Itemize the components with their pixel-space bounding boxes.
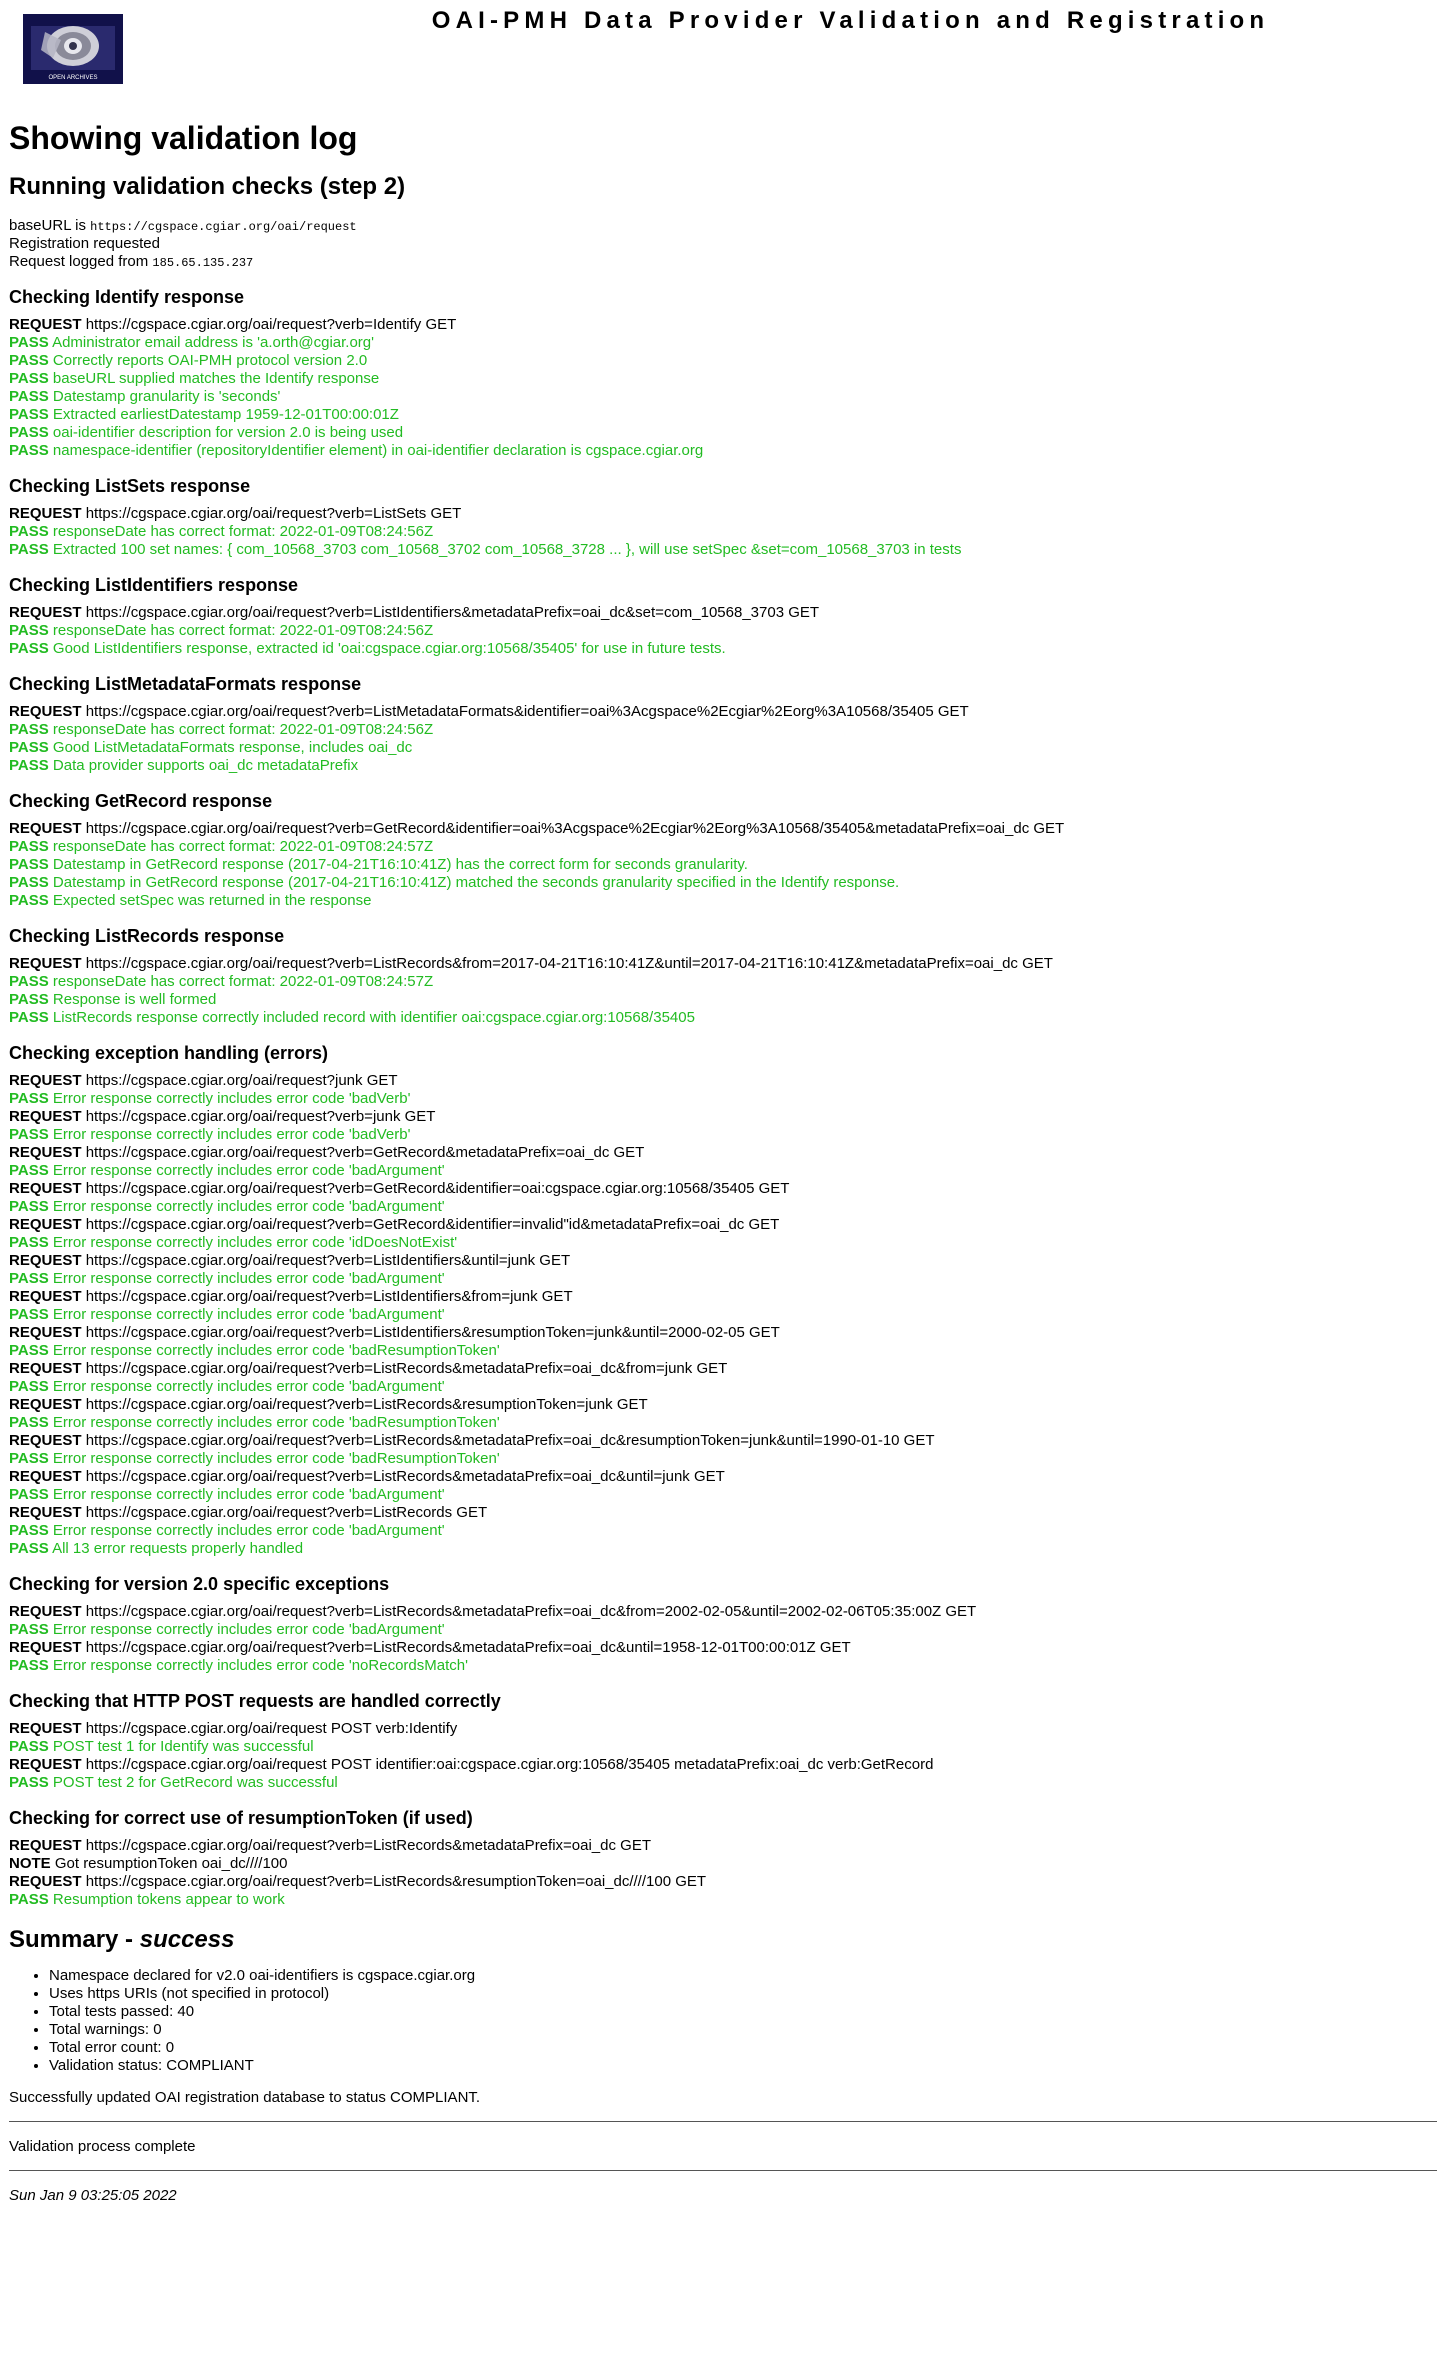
pass-text: Error response correctly includes error code 'badResumptionToken' xyxy=(52,1342,500,1359)
request-line xyxy=(9,1468,1437,1486)
request-label: REQUEST xyxy=(9,505,82,522)
request-label: REQUEST xyxy=(9,1252,82,1269)
section-title: Checking ListIdentifiers response xyxy=(9,575,299,595)
request-info xyxy=(9,217,1437,271)
request-label: REQUEST xyxy=(9,1756,82,1773)
pass-label: PASS xyxy=(9,838,49,855)
request-label: REQUEST xyxy=(9,703,82,720)
pass-text: Error response correctly includes error code 'badArgument' xyxy=(52,1621,445,1638)
pass-text: Data provider supports oai_dc metadataPrefix xyxy=(52,757,359,774)
summary-title: Summary - success xyxy=(9,1926,235,1953)
pass-label: PASS xyxy=(9,1270,49,1287)
pass-label: PASS xyxy=(9,1414,49,1431)
pass-line xyxy=(9,739,1437,757)
pass-text: oai-identifier description for version 2.0 is being used xyxy=(52,424,404,441)
request-label: REQUEST xyxy=(9,820,82,837)
request-line xyxy=(9,1432,1437,1450)
pass-label: PASS xyxy=(9,874,49,891)
pass-line xyxy=(9,352,1437,370)
pass-text: Error response correctly includes error code 'badArgument' xyxy=(52,1378,445,1395)
pass-text: Error response correctly includes error code 'badResumptionToken' xyxy=(52,1450,500,1467)
pass-text: responseDate has correct format: 2022-01-09T08:24:56Z xyxy=(52,622,434,639)
pass-label: PASS xyxy=(9,1126,49,1143)
pass-label: PASS xyxy=(9,856,49,873)
summary-list xyxy=(9,1967,1437,2075)
pass-line xyxy=(9,973,1437,991)
pass-label: PASS xyxy=(9,334,49,351)
request-line xyxy=(9,1288,1437,1306)
divider xyxy=(9,2121,1437,2122)
pass-text: ListRecords response correctly included record with identifier oai:cgspace.cgiar.org:10568/35405 xyxy=(52,1009,695,1026)
request-line xyxy=(9,703,1437,721)
request-line xyxy=(9,604,1437,622)
pass-label: PASS xyxy=(9,1450,49,1467)
pass-line xyxy=(9,1414,1437,1432)
request-label: REQUEST xyxy=(9,1072,82,1089)
pass-line xyxy=(9,1090,1437,1108)
request-text: https://cgspace.cgiar.org/oai/request?verb=GetRecord&metadataPrefix=oai_dc GET xyxy=(85,1144,645,1161)
pass-line xyxy=(9,1378,1437,1396)
pass-line xyxy=(9,757,1437,775)
pass-label: PASS xyxy=(9,352,49,369)
pass-text: Datestamp granularity is 'seconds' xyxy=(52,388,281,405)
pass-text: Administrator email address is 'a.orth@cgiar.org' xyxy=(52,334,374,351)
pass-label: PASS xyxy=(9,1891,49,1908)
section-title: Checking exception handling (errors) xyxy=(9,1043,329,1063)
pass-line xyxy=(9,1126,1437,1144)
pass-text: Good ListMetadataFormats response, includes oai_dc xyxy=(52,739,413,756)
pass-line xyxy=(9,442,1437,460)
pass-label: PASS xyxy=(9,1738,49,1755)
pass-label: PASS xyxy=(9,1486,49,1503)
logged-ip: 185.65.135.237 xyxy=(152,256,254,270)
request-line xyxy=(9,1216,1437,1234)
pass-label: PASS xyxy=(9,640,49,657)
pass-line xyxy=(9,388,1437,406)
request-line xyxy=(9,1252,1437,1270)
pass-line xyxy=(9,892,1437,910)
note-label: NOTE xyxy=(9,1855,51,1872)
header xyxy=(9,0,1437,96)
request-line xyxy=(9,1720,1437,1738)
request-label: REQUEST xyxy=(9,316,82,333)
request-text: https://cgspace.cgiar.org/oai/request?verb=ListRecords&metadataPrefix=oai_dc&from=2002-02-05&until=2002-02-06T05:35:00Z GET xyxy=(85,1603,977,1620)
request-label: REQUEST xyxy=(9,1288,82,1305)
baseurl-value: https://cgspace.cgiar.org/oai/request xyxy=(90,220,357,234)
note-line xyxy=(9,1855,1437,1873)
section-title: Checking ListRecords response xyxy=(9,926,285,946)
pass-label: PASS xyxy=(9,721,49,738)
pass-line xyxy=(9,1342,1437,1360)
pass-label: PASS xyxy=(9,991,49,1008)
pass-text: Expected setSpec was returned in the response xyxy=(52,892,372,909)
pass-label: PASS xyxy=(9,739,49,756)
request-text: https://cgspace.cgiar.org/oai/request POST identifier:oai:cgspace.cgiar.org:10568/35405 metadataPrefix:oai_dc verb:GetRecord xyxy=(85,1756,934,1773)
pass-text: Correctly reports OAI-PMH protocol version 2.0 xyxy=(52,352,368,369)
validation-log xyxy=(9,286,1437,1909)
request-text: https://cgspace.cgiar.org/oai/request?verb=ListIdentifiers&resumptionToken=junk&until=2000-02-05 GET xyxy=(85,1324,780,1341)
request-label: REQUEST xyxy=(9,955,82,972)
request-line xyxy=(9,1324,1437,1342)
request-label: REQUEST xyxy=(9,1180,82,1197)
request-text: https://cgspace.cgiar.org/oai/request?verb=ListRecords&metadataPrefix=oai_dc&until=1958-12-01T00:00:01Z GET xyxy=(85,1639,851,1656)
request-line xyxy=(9,1072,1437,1090)
request-text: https://cgspace.cgiar.org/oai/request?verb=ListRecords&from=2017-04-21T16:10:41Z&until=2017-04-21T16:10:41Z&metadataPrefix=oai_dc GET xyxy=(85,955,1053,972)
db-status: Successfully updated OAI registration database to status COMPLIANT. xyxy=(9,2089,481,2106)
pass-line xyxy=(9,1234,1437,1252)
logged-line: Request logged from 185.65.135.237 xyxy=(9,253,254,270)
pass-label: PASS xyxy=(9,1198,49,1215)
pass-line xyxy=(9,622,1437,640)
request-text: https://cgspace.cgiar.org/oai/request?verb=ListMetadataFormats&identifier=oai%3Acgspace%2Ecgiar%2Eorg%3A10568/35405 GET xyxy=(85,703,969,720)
pass-text: Error response correctly includes error code 'badArgument' xyxy=(52,1522,445,1539)
request-label: REQUEST xyxy=(9,1468,82,1485)
request-label: REQUEST xyxy=(9,1216,82,1233)
request-line xyxy=(9,1108,1437,1126)
pass-line xyxy=(9,1891,1437,1909)
pass-line xyxy=(9,1486,1437,1504)
pass-text: Extracted 100 set names: { com_10568_3703 com_10568_3702 com_10568_3728 ... }, will use setSpec &set=com_10568_3703 in tests xyxy=(52,541,962,558)
request-label: REQUEST xyxy=(9,1324,82,1341)
pass-line xyxy=(9,856,1437,874)
pass-line xyxy=(9,541,1437,559)
pass-label: PASS xyxy=(9,1657,49,1674)
request-label: REQUEST xyxy=(9,1144,82,1161)
pass-label: PASS xyxy=(9,757,49,774)
pass-line xyxy=(9,334,1437,352)
page-title: Showing validation log xyxy=(9,120,358,156)
pass-text: Good ListIdentifiers response, extracted id 'oai:cgspace.cgiar.org:10568/35405' for use in future tests. xyxy=(52,640,726,657)
pass-text: namespace-identifier (repositoryIdentifier element) in oai-identifier declaration is cgspace.cgiar.org xyxy=(52,442,704,459)
pass-line xyxy=(9,1738,1437,1756)
request-label: REQUEST xyxy=(9,1396,82,1413)
request-text: https://cgspace.cgiar.org/oai/request?verb=ListRecords&resumptionToken=junk GET xyxy=(85,1396,648,1413)
registration-line: Registration requested xyxy=(9,235,160,252)
pass-line xyxy=(9,1774,1437,1792)
pass-text: responseDate has correct format: 2022-01-09T08:24:56Z xyxy=(52,721,434,738)
baseurl-line: baseURL is https://cgspace.cgiar.org/oai/request xyxy=(9,217,357,234)
request-label: REQUEST xyxy=(9,1108,82,1125)
pass-text: Extracted earliestDatestamp 1959-12-01T00:00:01Z xyxy=(52,406,399,423)
request-label: REQUEST xyxy=(9,1873,82,1890)
pass-label: PASS xyxy=(9,1009,49,1026)
pass-label: PASS xyxy=(9,1342,49,1359)
pass-text: Error response correctly includes error code 'badArgument' xyxy=(52,1198,445,1215)
pass-line xyxy=(9,991,1437,1009)
summary-status: success xyxy=(139,1926,235,1953)
pass-line xyxy=(9,1522,1437,1540)
request-text: https://cgspace.cgiar.org/oai/request?verb=ListIdentifiers&until=junk GET xyxy=(85,1252,571,1269)
request-label: REQUEST xyxy=(9,1504,82,1521)
pass-line xyxy=(9,1009,1437,1027)
pass-text: Error response correctly includes error code 'badArgument' xyxy=(52,1162,445,1179)
pass-label: PASS xyxy=(9,1090,49,1107)
pass-line xyxy=(9,640,1437,658)
request-line xyxy=(9,1360,1437,1378)
pass-line xyxy=(9,1657,1437,1675)
pass-line xyxy=(9,838,1437,856)
request-line xyxy=(9,820,1437,838)
pass-line xyxy=(9,523,1437,541)
section-title: Checking for correct use of resumptionToken (if used) xyxy=(9,1808,473,1828)
request-line xyxy=(9,316,1437,334)
pass-label: PASS xyxy=(9,406,49,423)
pass-label: PASS xyxy=(9,1378,49,1395)
pass-text: Error response correctly includes error code 'badVerb' xyxy=(52,1090,411,1107)
step-title: Running validation checks (step 2) xyxy=(9,173,406,200)
pass-label: PASS xyxy=(9,424,49,441)
pass-text: responseDate has correct format: 2022-01-09T08:24:56Z xyxy=(52,523,434,540)
pass-text: Error response correctly includes error code 'badArgument' xyxy=(52,1306,445,1323)
pass-label: PASS xyxy=(9,1774,49,1791)
request-text: https://cgspace.cgiar.org/oai/request?verb=ListSets GET xyxy=(85,505,462,522)
pass-label: PASS xyxy=(9,1522,49,1539)
pass-text: Error response correctly includes error code 'badArgument' xyxy=(52,1486,445,1503)
summary-item: • Validation status: COMPLIANT xyxy=(49,2057,1437,2075)
request-line xyxy=(9,1504,1437,1522)
pass-label: PASS xyxy=(9,1540,49,1557)
section-title: Checking Identify response xyxy=(9,287,245,307)
section-title: Checking for version 2.0 specific exceptions xyxy=(9,1574,390,1594)
section-title: Checking ListMetadataFormats response xyxy=(9,674,362,694)
request-line xyxy=(9,955,1437,973)
request-line xyxy=(9,1756,1437,1774)
pass-label: PASS xyxy=(9,622,49,639)
request-text: https://cgspace.cgiar.org/oai/request?verb=ListRecords&metadataPrefix=oai_dc&from=junk GET xyxy=(85,1360,728,1377)
svg-text:OPEN ARCHIVES: OPEN ARCHIVES xyxy=(48,75,98,81)
pass-text: POST test 2 for GetRecord was successful xyxy=(52,1774,338,1791)
summary-item: • Total warnings: 0 xyxy=(49,2021,1437,2039)
request-text: https://cgspace.cgiar.org/oai/request?verb=ListIdentifiers&from=junk GET xyxy=(85,1288,573,1305)
request-line xyxy=(9,1180,1437,1198)
pass-line xyxy=(9,1540,1437,1558)
request-text: https://cgspace.cgiar.org/oai/request?verb=junk GET xyxy=(85,1108,436,1125)
request-line xyxy=(9,505,1437,523)
request-text: https://cgspace.cgiar.org/oai/request POST verb:Identify xyxy=(85,1720,458,1737)
request-text: https://cgspace.cgiar.org/oai/request?verb=ListRecords&metadataPrefix=oai_dc&until=junk GET xyxy=(85,1468,725,1485)
request-label: REQUEST xyxy=(9,604,82,621)
pass-label: PASS xyxy=(9,892,49,909)
request-line xyxy=(9,1396,1437,1414)
pass-label: PASS xyxy=(9,973,49,990)
request-text: https://cgspace.cgiar.org/oai/request?verb=ListRecords&resumptionToken=oai_dc////100 GET xyxy=(85,1873,707,1890)
request-text: https://cgspace.cgiar.org/oai/request?verb=GetRecord&identifier=oai:cgspace.cgiar.org:10568/35405 GET xyxy=(85,1180,790,1197)
request-line xyxy=(9,1639,1437,1657)
pass-text: Resumption tokens appear to work xyxy=(52,1891,285,1908)
pass-text: Error response correctly includes error code 'noRecordsMatch' xyxy=(52,1657,468,1674)
summary-item: • Uses https URIs (not specified in protocol) xyxy=(49,1985,1437,2003)
section-title: Checking GetRecord response xyxy=(9,791,273,811)
site-title: OAI-PMH Data Provider Validation and Registration xyxy=(431,7,1270,34)
request-text: https://cgspace.cgiar.org/oai/request?verb=ListRecords&metadataPrefix=oai_dc&resumptionToken=junk&until=1990-01-10 GET xyxy=(85,1432,935,1449)
pass-text: Datestamp in GetRecord response (2017-04-21T16:10:41Z) has the correct form for seconds granularity. xyxy=(52,856,748,873)
process-complete: Validation process complete xyxy=(9,2138,196,2155)
pass-text: responseDate has correct format: 2022-01-09T08:24:57Z xyxy=(52,973,434,990)
request-text: https://cgspace.cgiar.org/oai/request?verb=Identify GET xyxy=(85,316,457,333)
pass-text: baseURL supplied matches the Identify response xyxy=(52,370,380,387)
pass-line xyxy=(9,1450,1437,1468)
pass-label: PASS xyxy=(9,541,49,558)
pass-text: All 13 error requests properly handled xyxy=(52,1540,304,1557)
summary-item: • Total tests passed: 40 xyxy=(49,2003,1437,2021)
pass-line xyxy=(9,1270,1437,1288)
request-text: https://cgspace.cgiar.org/oai/request?verb=ListIdentifiers&metadataPrefix=oai_dc&set=com_10568_3703 GET xyxy=(85,604,820,621)
pass-text: responseDate has correct format: 2022-01-09T08:24:57Z xyxy=(52,838,434,855)
pass-text: Error response correctly includes error code 'badVerb' xyxy=(52,1126,411,1143)
pass-line xyxy=(9,406,1437,424)
pass-text: Error response correctly includes error code 'idDoesNotExist' xyxy=(52,1234,458,1251)
pass-line xyxy=(9,1621,1437,1639)
pass-text: Response is well formed xyxy=(52,991,217,1008)
pass-line xyxy=(9,1198,1437,1216)
divider xyxy=(9,2170,1437,2171)
request-line xyxy=(9,1837,1437,1855)
request-line xyxy=(9,1144,1437,1162)
pass-label: PASS xyxy=(9,1234,49,1251)
request-text: https://cgspace.cgiar.org/oai/request?verb=GetRecord&identifier=oai%3Acgspace%2Ecgiar%2Eorg%3A10568/35405&metadataPrefix=oai_dc GET xyxy=(85,820,1065,837)
section-title: Checking ListSets response xyxy=(9,476,251,496)
request-label: REQUEST xyxy=(9,1432,82,1449)
request-text: https://cgspace.cgiar.org/oai/request?verb=GetRecord&identifier=invalid"id&metadataPrefix=oai_dc GET xyxy=(85,1216,780,1233)
pass-label: PASS xyxy=(9,1162,49,1179)
summary-item: • Namespace declared for v2.0 oai-identifiers is cgspace.cgiar.org xyxy=(49,1967,1437,1985)
request-line xyxy=(9,1603,1437,1621)
request-line xyxy=(9,1873,1437,1891)
pass-label: PASS xyxy=(9,1306,49,1323)
pass-line xyxy=(9,721,1437,739)
request-label: REQUEST xyxy=(9,1837,82,1854)
pass-label: PASS xyxy=(9,388,49,405)
pass-label: PASS xyxy=(9,370,49,387)
section-title: Checking that HTTP POST requests are handled correctly xyxy=(9,1691,501,1711)
request-label: REQUEST xyxy=(9,1360,82,1377)
request-label: REQUEST xyxy=(9,1720,82,1737)
pass-label: PASS xyxy=(9,523,49,540)
pass-line xyxy=(9,370,1437,388)
pass-text: Datestamp in GetRecord response (2017-04-21T16:10:41Z) matched the seconds granularity specified in the Identify response. xyxy=(52,874,900,891)
pass-label: PASS xyxy=(9,442,49,459)
request-label: REQUEST xyxy=(9,1603,82,1620)
pass-label: PASS xyxy=(9,1621,49,1638)
pass-line xyxy=(9,874,1437,892)
request-text: https://cgspace.cgiar.org/oai/request?verb=ListRecords&metadataPrefix=oai_dc GET xyxy=(85,1837,651,1854)
timestamp: Sun Jan 9 03:25:05 2022 xyxy=(9,2187,177,2204)
pass-text: Error response correctly includes error code 'badResumptionToken' xyxy=(52,1414,500,1431)
request-text: https://cgspace.cgiar.org/oai/request?verb=ListRecords GET xyxy=(85,1504,488,1521)
summary-item: • Total error count: 0 xyxy=(49,2039,1437,2057)
request-text: https://cgspace.cgiar.org/oai/request?junk GET xyxy=(85,1072,398,1089)
pass-line xyxy=(9,424,1437,442)
note-text: Got resumptionToken oai_dc////100 xyxy=(54,1855,288,1872)
pass-line xyxy=(9,1306,1437,1324)
pass-text: POST test 1 for Identify was successful xyxy=(52,1738,314,1755)
request-label: REQUEST xyxy=(9,1639,82,1656)
pass-line xyxy=(9,1162,1437,1180)
pass-text: Error response correctly includes error code 'badArgument' xyxy=(52,1270,445,1287)
